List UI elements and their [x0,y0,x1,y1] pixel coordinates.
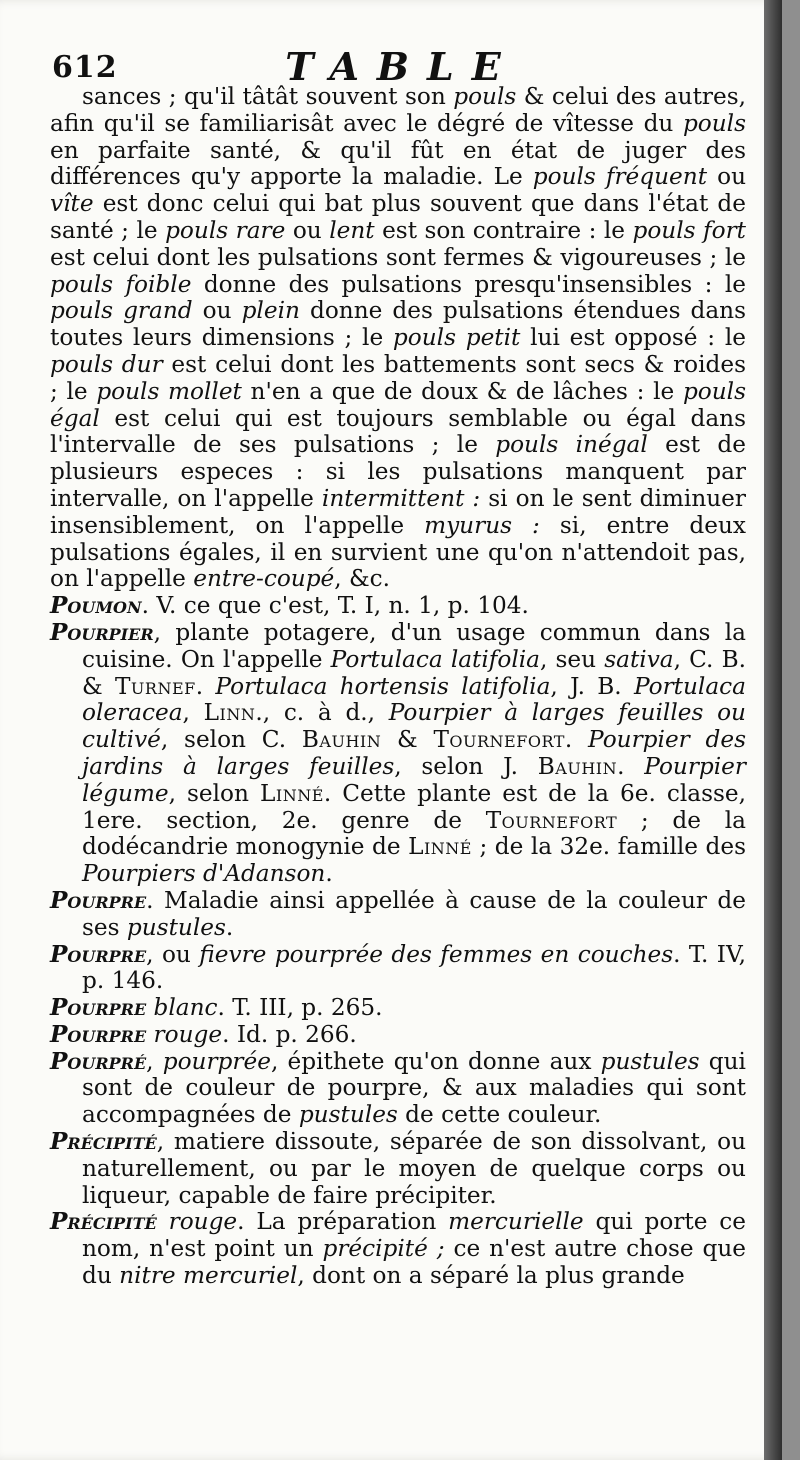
italic-term: nitre mercuriel [119,1262,298,1290]
entry-headword: Pourpre [50,886,147,914]
entry-text [146,994,153,1021]
entry-text: . [195,672,216,700]
entry-text: . T. III, p. 265. [217,994,383,1022]
italic-term: lent [329,216,375,244]
entry-text: . [617,752,645,780]
italic-term: myurus : [424,511,540,539]
entry-headword: Pourpre [50,1020,147,1048]
entry-text: & [381,726,434,754]
italic-term: pouls inégal [495,431,648,459]
entry-text: si, entre deux pulsations égales, il en survient une qu'on n'attendoit pas, on l'appelle [50,511,746,593]
author-name: Linn [203,699,256,727]
entry-text: en parfaite santé, & qu'il fût en état de juger des différences qu'y apporte la maladie. Le [50,136,746,191]
entry-text: , épithete qu'on donne aux [270,1047,601,1075]
entry-text: ce n'est autre chose que du [82,1235,746,1290]
entry-text: si on le sent diminuer insensiblement, on l'appelle [50,484,746,539]
italic-term: pustules [600,1047,700,1075]
italic-term: pouls rare [165,216,286,244]
index-entry [50,1209,746,1289]
entry-text [146,1021,153,1048]
entry-text: , seu [540,645,605,673]
entry-text: de cette couleur. [397,1101,602,1129]
entry-text: . Id. p. 266. [222,1020,357,1048]
entry-continuation [50,84,746,593]
entry-text: est celui dont les battements sont secs & roides ; le [50,350,746,405]
entry-text: , ou [146,940,200,968]
entry-headword: Pourpre [50,940,147,968]
entry-text: , &c. [334,565,391,593]
entry-text: qui porte ce nom, n'est point un [82,1208,746,1263]
italic-term: blanc [153,994,218,1022]
entry-headword: Poumon [50,592,142,620]
italic-term: Pourpier des jardins à larges feuilles [82,726,747,780]
entry-text: donne des pulsations étendues dans toutes leurs dimensions ; le [50,297,746,352]
entry-text: , J. B. [550,672,634,700]
entry-text: . V. ce que c'est, T. I, n. 1, p. 104. [141,592,529,620]
entry-text: , dont on a séparé la plus grande [297,1262,685,1290]
italic-term: pouls fort [632,216,746,244]
italic-term: pouls dur [50,350,163,378]
italic-term: Portulaca hortensis latifolia [215,672,551,700]
entry-text: est donc celui qui bat plus souvent que dans l'état de santé ; le [50,190,746,244]
entry-headword: Précipité [50,1128,157,1156]
italic-term: pouls fréquent [532,163,708,191]
index-entry [50,1129,746,1209]
page-header [52,40,752,88]
italic-term: Portulaca oleracea [82,672,746,727]
italic-term: pouls foible [50,270,192,298]
italic-term: pouls mollet [96,377,242,405]
index-entry [50,942,746,996]
entry-text: . La préparation [237,1208,449,1236]
entry-text: ; de la dodécandrie monogynie de [82,806,746,861]
index-entry [50,1022,746,1049]
entry-text: . T. IV, p. 146. [82,940,747,995]
entry-text: , [146,1047,163,1075]
italic-term: rouge [168,1208,238,1236]
entry-text: lui est opposé : le [520,324,746,352]
entry-text: , selon [168,779,260,807]
entry-text: est de plusieurs especes : si les pulsations manquent par intervalle, on l'appelle [50,431,746,512]
index-entry [50,995,746,1022]
author-name: Linné [259,779,324,807]
entry-text: . [225,913,234,941]
entry-text: , matiere dissoute, séparée de son dissolvant, ou naturellement, ou par le moyen de quelque corps ou liqueur, capable de faire précipiter. [82,1128,746,1209]
italic-term: pouls grand [50,297,193,325]
entry-text: est son contraire : le [374,216,633,244]
italic-term: mercurielle [448,1208,584,1236]
author-name: Tournefort [485,806,618,834]
page-number: 612 [52,50,118,85]
italic-term: pouls égal [50,377,746,432]
italic-term: Pourpier à larges feuilles ou cultivé [82,699,746,754]
italic-term: pustules [126,913,226,941]
running-title: TABLE [285,44,519,89]
entry-headword: Pourpré [50,1047,147,1075]
entry-text: ou [707,163,747,191]
italic-term: rouge [153,1020,223,1048]
italic-term: Portulaca latifolia [330,645,540,673]
entry-headword: Pourpre [50,994,147,1022]
italic-term: pourprée [162,1047,271,1075]
italic-term: plein [241,297,300,325]
index-entry [50,1049,746,1129]
entry-text: , [182,699,204,727]
italic-term: entre-coupé [193,565,335,593]
entry-text: . Cette plante est de la 6e. classe, 1ere. section, 2e. genre de [82,779,747,834]
entry-headword: Précipité [50,1208,157,1236]
index-entry [50,888,746,942]
entry-text: , selon J. [394,752,538,780]
italic-term: Pourpier légume [82,752,746,807]
author-name: Turnef [114,672,196,700]
entry-text: ou [285,216,330,244]
italic-term: sativa [604,645,674,673]
entry-text: sances ; qu'il tâtât souvent son [82,83,454,110]
italic-term: pouls petit [392,324,521,352]
entry-text [157,1208,169,1235]
italic-term: pouls [453,83,517,110]
entry-text: . Maladie ainsi appellée à cause de la couleur de ses [82,886,746,941]
index-entry [50,620,746,888]
italic-term: précipité ; [322,1235,445,1263]
entry-text: est celui qui est toujours semblable ou égal dans l'intervalle de ses pulsations ; le [50,404,746,459]
entry-text: est celui dont les pulsations sont fermes & vigoureuses ; le [50,243,746,271]
entry-text: qui sont de couleur de pourpre, & aux maladies qui sont accompagnées de [82,1047,746,1129]
italic-term: vîte [50,190,94,218]
italic-term: intermittent : [321,484,481,512]
entry-text: , selon C. [160,726,302,754]
author-name: Bauhin [537,752,618,780]
italic-term: Pourpiers d'Adanson [82,860,326,888]
index-entry [50,593,746,620]
italic-term: pustules [298,1101,398,1129]
entry-text: . [564,726,589,754]
entry-text: ; de la 32e. famille des [471,833,746,861]
author-name: Bauhin [301,726,382,754]
entry-text: ., c. à d., [255,699,389,727]
author-name: Linné [408,833,472,861]
italic-term: pouls [682,109,746,137]
entry-text: . [325,860,333,888]
entry-text: n'en a que de doux & de lâches : le [241,377,683,405]
author-name: Tournefort [433,726,565,754]
entry-text: ou [192,297,242,325]
entry-text: donne des pulsations presqu'insensibles : le [191,270,746,298]
entry-text: , plante potagere, d'un usage commun dans la cuisine. On l'appelle [82,618,746,673]
page-edge-shadow [764,0,782,1460]
entry-text: , C. B. & [82,645,746,700]
index-entries [50,84,746,1290]
entry-headword: Pourpier [50,618,154,646]
italic-term: fievre pourprée des femmes en couches [199,940,674,968]
entry-text: & celui des autres, afin qu'il se familiarisât avec le dégré de vîtesse du [50,83,746,137]
